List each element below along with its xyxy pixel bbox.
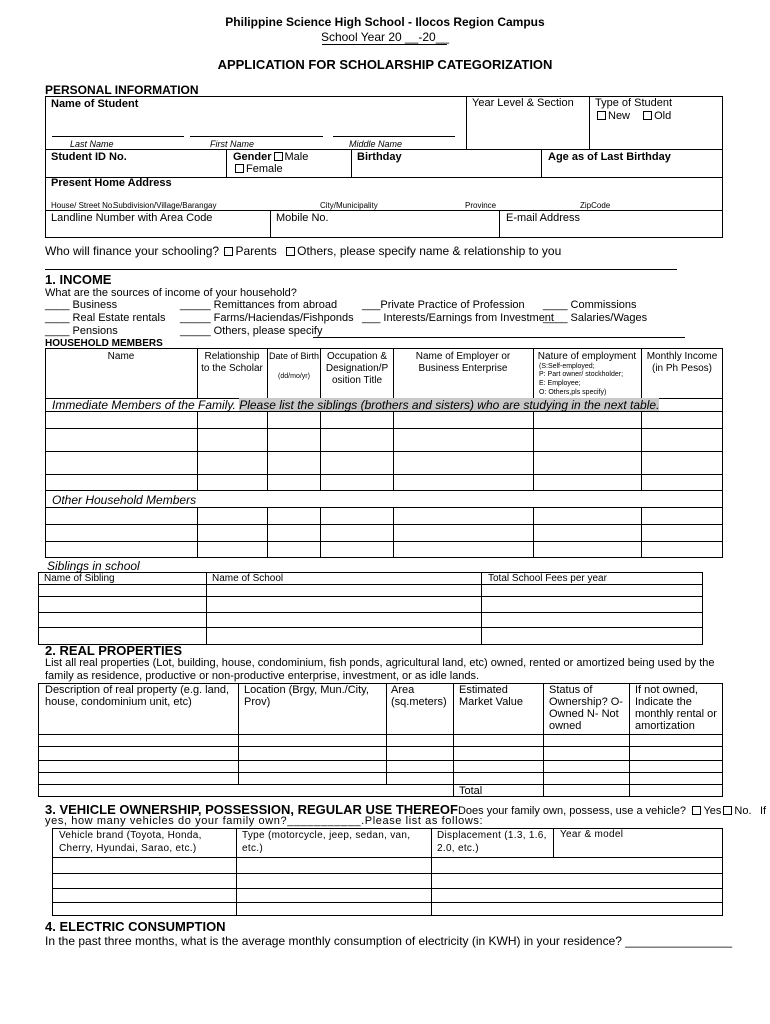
first-name-line[interactable] <box>190 136 323 137</box>
divider <box>629 683 630 797</box>
divider <box>320 507 321 558</box>
col-school-fees: Total School Fees per year <box>488 573 607 584</box>
table-row[interactable] <box>52 902 723 903</box>
finance-question: Who will finance your schooling? Parents Others, please specify name & relationship to you <box>45 244 562 258</box>
email-label: E-mail Address <box>506 212 580 224</box>
middle-name-line[interactable] <box>333 136 455 137</box>
table-row[interactable] <box>45 524 723 525</box>
col-year-model: Year & model <box>560 829 624 840</box>
col-name: Name <box>107 351 135 362</box>
income-question: What are the sources of income of your household? <box>45 287 297 299</box>
divider <box>466 96 467 149</box>
personal-info-heading: PERSONAL INFORMATION <box>45 83 199 97</box>
income-others-line[interactable] <box>313 337 685 338</box>
divider <box>52 857 723 858</box>
checkbox-parents[interactable] <box>224 247 233 256</box>
immediate-members-note: Please list the siblings (brothers and sisters) who are studying in the next table. <box>239 398 660 412</box>
age-label: Age as of Last Birthday <box>548 151 671 163</box>
other-members-label: Other Household Members <box>52 493 197 507</box>
divider <box>453 683 454 797</box>
year-level-label: Year Level & Section <box>472 97 574 109</box>
divider <box>45 210 723 211</box>
divider <box>38 584 703 585</box>
table-row[interactable] <box>45 541 723 542</box>
divider <box>553 828 554 857</box>
checkbox-female[interactable] <box>235 164 244 173</box>
checkbox-new[interactable] <box>597 111 606 120</box>
income-pensions[interactable]: ____ Pensions <box>45 325 118 337</box>
income-business[interactable]: ____ Business <box>45 299 118 311</box>
nature-legend-s: (S:Self-employed; <box>539 363 595 370</box>
divider <box>38 734 723 735</box>
first-name-caption: First Name <box>210 139 255 149</box>
gender-male-option[interactable]: Gender Male <box>233 151 309 163</box>
checkbox-old[interactable] <box>643 111 652 120</box>
divider <box>589 96 590 149</box>
nature-legend-p: P: Part owner/ stockholder; <box>539 371 624 378</box>
last-name-line[interactable] <box>52 136 184 137</box>
income-interests[interactable]: ___ Interests/Earnings from Investment <box>362 312 554 324</box>
col-monthly-rental: If not owned, Indicate the monthly rental or amortization <box>635 684 717 732</box>
divider <box>393 507 394 558</box>
col-market-value: Estimated Market Value <box>459 684 523 708</box>
col-vehicle-type: Type (motorcycle, jeep, sedan, van, etc.) <box>242 830 411 854</box>
home-address-label: Present Home Address <box>51 177 172 189</box>
checkbox-vehicle-no[interactable] <box>723 806 732 815</box>
divider <box>499 210 500 238</box>
col-relationship: Relationship to the Scholar <box>201 351 263 374</box>
middle-name-caption: Middle Name <box>349 139 403 149</box>
divider <box>206 572 207 645</box>
gender-female-option[interactable]: Female <box>233 163 283 175</box>
divider <box>267 507 268 558</box>
type-of-student-label: Type of Student <box>595 97 673 109</box>
landline-label: Landline Number with Area Code <box>51 212 213 224</box>
total-label: Total <box>459 785 483 797</box>
school-name: Philippine Science High School - Ilocos Region Campus <box>225 15 545 29</box>
divider <box>45 490 723 491</box>
income-others[interactable]: _____ Others, please specify <box>180 325 323 337</box>
col-property-area: Area (sq.meters) <box>391 684 447 708</box>
col-employer: Name of Employer or Business Enterprise <box>415 351 511 374</box>
income-private-practice[interactable]: ___Private Practice of Profession <box>362 299 525 311</box>
school-year-underline <box>322 44 447 45</box>
province-caption: Province <box>465 201 497 210</box>
checkbox-male[interactable] <box>274 152 283 161</box>
col-property-location: Location (Brgy, Mun./City, Prov) <box>244 684 369 708</box>
city-caption: City/Municipality <box>320 201 378 210</box>
vehicle-heading-line: 3. VEHICLE OWNERSHIP, POSSESSION, REGULAR USE THEREOFDoes your family own, possess, use a vehicle? Yes No. If <box>45 802 767 817</box>
table-row[interactable] <box>38 612 703 613</box>
income-salaries[interactable]: ____ Salaries/Wages <box>543 312 648 324</box>
col-dob: Date of Birth <box>268 351 320 361</box>
type-new-option[interactable]: New Old <box>595 110 671 122</box>
table-row[interactable] <box>45 451 723 452</box>
table-row[interactable] <box>38 772 723 773</box>
vehicle-count-line: yes, how many vehicles do your family own?___________.Please list as follows: <box>45 815 484 827</box>
birthday-label: Birthday <box>357 151 402 163</box>
nature-legend-o: O: Others,pls specify) <box>539 389 607 396</box>
nature-legend-e: E: Employee; <box>539 380 581 387</box>
form-title: APPLICATION FOR SCHOLARSHIP CATEGORIZATION <box>217 57 553 72</box>
divider <box>197 348 198 398</box>
table-row[interactable] <box>38 746 723 747</box>
siblings-label: Siblings in school <box>47 559 140 573</box>
divider <box>38 784 723 785</box>
col-school-name: Name of School <box>212 573 284 584</box>
household-members-heading: HOUSEHOLD MEMBERS <box>45 338 163 349</box>
income-commissions[interactable]: ____ Commissions <box>543 299 637 311</box>
finance-specify-line[interactable] <box>45 269 677 270</box>
table-row[interactable] <box>38 596 703 597</box>
divider <box>541 149 542 177</box>
col-vehicle-brand: Vehicle brand (Toyota, Honda, Cherry, Hyundai, Sarao, etc.) <box>59 830 202 854</box>
table-row[interactable] <box>45 474 723 475</box>
last-name-caption: Last Name <box>70 139 114 149</box>
school-year: School Year 20 __-20__ <box>320 30 450 44</box>
electric-question: In the past three months, what is the average monthly consumption of electricity (in KWH) in your residence? ________________ <box>45 934 733 948</box>
col-dob-format: (dd/mo/yr) <box>278 373 310 380</box>
divider <box>641 507 642 558</box>
col-nature: Nature of employment <box>537 351 637 362</box>
table-row[interactable] <box>38 627 703 628</box>
zipcode-caption: ZipCode <box>580 201 611 210</box>
income-real-estate[interactable]: ____ Real Estate rentals <box>45 312 166 324</box>
col-property-description: Description of real property (e.g. land, house, condominium unit, etc) <box>45 684 230 708</box>
subdivision-caption: Subdivision/Village/Barangay <box>113 201 217 210</box>
vehicle-heading: 3. VEHICLE OWNERSHIP, POSSESSION, REGULAR USE THEREOF <box>45 802 458 817</box>
table-row[interactable] <box>52 873 723 874</box>
divider <box>45 507 723 508</box>
table-row[interactable] <box>38 760 723 761</box>
real-properties-heading: 2. REAL PROPERTIES <box>45 643 183 658</box>
income-farms[interactable]: _____ Farms/Haciendas/Fishponds <box>180 312 354 324</box>
divider <box>481 572 482 645</box>
col-displacement: Displacement (1.3, 1.6, 2.0, etc.) <box>437 830 547 854</box>
divider <box>320 348 321 398</box>
col-ownership-status: Status of Ownership? O-Owned N- Not owned <box>549 684 623 732</box>
electric-heading: 4. ELECTRIC CONSUMPTION <box>45 919 226 934</box>
col-occupation: Occupation & Designation/P osition Title <box>325 351 389 386</box>
income-remittances[interactable]: _____ Remittances from abroad <box>180 299 338 311</box>
checkbox-others[interactable] <box>286 247 295 256</box>
col-sibling-name: Name of Sibling <box>44 573 115 584</box>
divider <box>641 348 642 398</box>
immediate-members-label: Immediate Members of the Family. Please list the siblings (brothers and sisters) who are studying in the next table. <box>52 398 660 412</box>
table-row[interactable] <box>52 888 723 889</box>
divider <box>226 149 227 177</box>
divider <box>543 683 544 797</box>
table-row[interactable] <box>45 428 723 429</box>
student-id-label: Student ID No. <box>51 151 127 163</box>
divider <box>533 507 534 558</box>
divider <box>197 507 198 558</box>
checkbox-vehicle-yes[interactable] <box>692 806 701 815</box>
name-of-student-label: Name of Student <box>51 98 139 110</box>
divider <box>45 149 723 150</box>
real-properties-intro: List all real properties (Lot, building, house, condominium, fish ponds, agricultural land, etc) owned, rented or amortized being used by the family as residence, productive or non-productive enterprise, investment, or as idle lands. <box>45 657 715 682</box>
divider <box>270 210 271 238</box>
vehicle-question: Does your family own, possess, use a vehicle? <box>457 805 687 817</box>
income-heading: 1. INCOME <box>45 272 112 287</box>
col-monthly-income: Monthly Income (in Ph Pesos) <box>646 351 718 374</box>
divider <box>393 348 394 398</box>
mobile-label: Mobile No. <box>276 212 329 224</box>
divider <box>351 149 352 177</box>
divider <box>45 411 723 412</box>
house-street-caption: House/ Street No. <box>51 201 115 210</box>
